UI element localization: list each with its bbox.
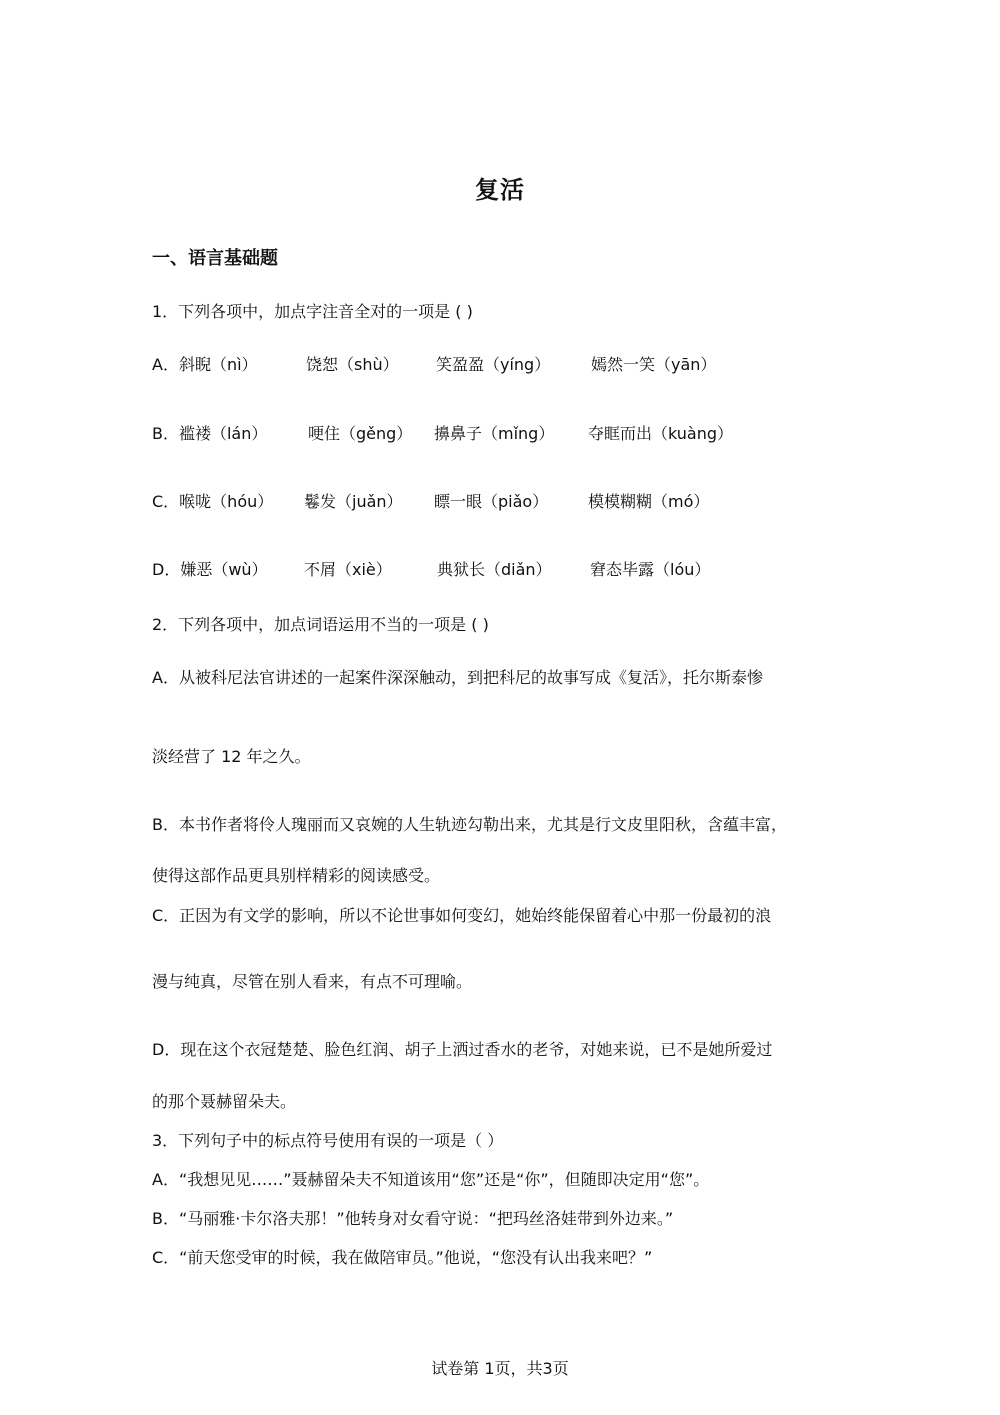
q1-option-b-3: 擤鼻子（mǐng）	[434, 424, 555, 443]
page-title: 复活	[475, 176, 525, 204]
q1-option-d-2: 不屑（xiè）	[304, 560, 392, 579]
q2-option-b-line1: B．本书作者将伶人瑰丽而又哀婉的人生轨迹勾勒出来，尤其是行文皮里阳秋，含蕴丰富，	[152, 815, 787, 834]
q2-option-d-line1: D．现在这个衣冠楚楚、脸色红润、胡子上洒过香水的老爷，对她来说，已不是她所爱过	[152, 1040, 773, 1059]
q1-option-c-2: 鬈发（juǎn）	[304, 492, 403, 511]
q1-option-b-4: 夺眶而出（kuàng）	[588, 424, 734, 443]
q1-option-c-1: C．喉咙（hóu）	[152, 492, 274, 511]
q2-option-b-line2: 使得这部作品更具别样精彩的阅读感受。	[152, 866, 441, 885]
q1-option-d-4: 窘态毕露（lóu）	[590, 560, 711, 579]
q3-option-b: B．“马丽雅·卡尔洛夫那！”他转身对女看守说：“把玛丝洛娃带到外边来。”	[152, 1209, 674, 1228]
page-footer: 试卷第 1页，共3页	[431, 1359, 569, 1378]
q2-option-a-line1: A．从被科尼法官讲述的一起案件深深触动，到把科尼的故事写成《复活》，托尔斯泰惨	[152, 668, 763, 687]
q1-option-c-3: 瞟一眼（piǎo）	[434, 492, 549, 511]
q1-option-a-4: 嫣然一笑（yān）	[591, 355, 717, 374]
q2-option-c-line2: 漫与纯真，尽管在别人看来，有点不可理喻。	[152, 972, 473, 991]
q1-option-a-3: 笑盈盈（yíng）	[436, 355, 551, 374]
q1-option-a-1: A．斜睨（nì）	[152, 355, 258, 374]
q2-option-d-line2: 的那个聂赫留朵夫。	[152, 1092, 297, 1111]
q1-option-d-3: 典狱长（diǎn）	[437, 560, 552, 579]
question-2-stem: 2．下列各项中，加点词语运用不当的一项是 ( )	[152, 615, 489, 634]
section-heading: 一、语言基础题	[152, 248, 278, 269]
q1-option-a-2: 饶恕（shù）	[306, 355, 399, 374]
q3-option-a: A．“我想见见……”聂赫留朵夫不知道该用“您”还是“你”，但随即决定用“您”。	[152, 1170, 710, 1189]
question-1-stem: 1．下列各项中，加点字注音全对的一项是 ( )	[152, 302, 473, 321]
q3-option-c: C．“前天您受审的时候，我在做陪审员。”他说，“您没有认出我来吧？”	[152, 1248, 653, 1267]
question-3-stem: 3．下列句子中的标点符号使用有误的一项是（ ）	[152, 1131, 504, 1150]
q1-option-b-2: 哽住（gěng）	[308, 424, 413, 443]
q1-option-c-4: 模模糊糊（mó）	[588, 492, 710, 511]
q1-option-d-1: D．嫌恶（wù）	[152, 560, 268, 579]
q1-option-b-1: B．褴褛（lán）	[152, 424, 268, 443]
q2-option-c-line1: C．正因为有文学的影响，所以不论世事如何变幻，她始终能保留着心中那一份最初的浪	[152, 906, 772, 925]
q2-option-a-line2: 淡经营了 12 年之久。	[152, 747, 311, 766]
